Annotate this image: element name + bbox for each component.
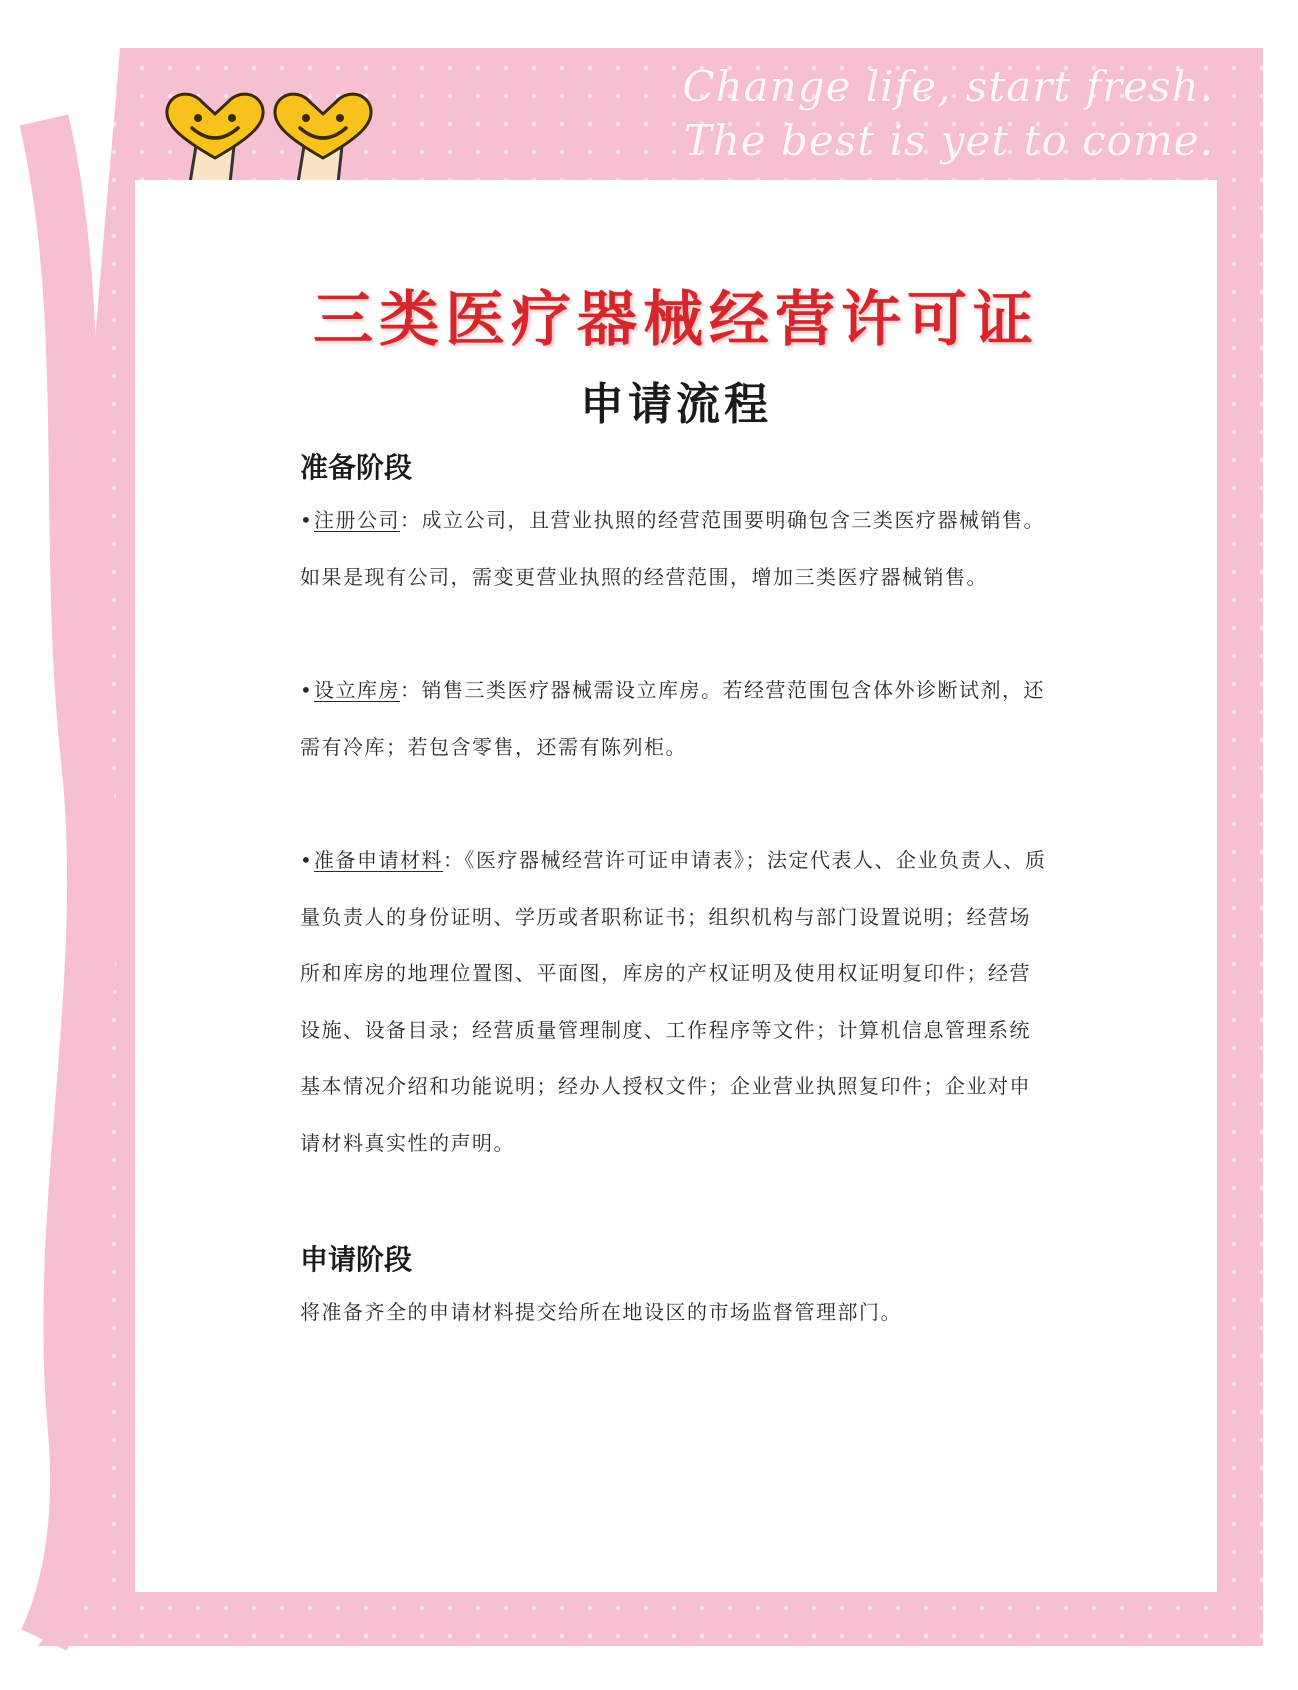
document-title: 三类医疗器械经营许可证 (313, 285, 1039, 355)
item-keyword: 准备申请材料 (314, 848, 443, 872)
list-item (300, 832, 1052, 1171)
section-text: 将准备齐全的申请材料提交给所在地设区的市场监督管理部门。 (300, 1300, 902, 1324)
bullet-icon: • (300, 508, 314, 532)
item-text: ：成立公司，且营业执照的经营范围要明确包含三类医疗器械销售。如果是现有公司，需变更营业执照的经营范围，增加三类医疗器械销售。 (300, 508, 1045, 589)
bullet-icon: • (300, 848, 314, 872)
item-keyword: 注册公司 (314, 508, 400, 532)
item-text: ：销售三类医疗器械需设立库房。若经营范围包含体外诊断试剂，还需有冷库；若包含零售，还需有陈列柜。 (300, 678, 1045, 759)
bullet-icon: • (300, 678, 314, 702)
section-heading-preparation: 准备阶段 (300, 451, 413, 484)
section-heading-application: 申请阶段 (300, 1243, 413, 1276)
smiley-heart-thumb-icon (268, 88, 378, 183)
item-text: ：《医疗器械经营许可证申请表》；法定代表人、企业负责人、质量负责人的身份证明、学历或者职称证书；组织机构与部门设置说明；经营场所和库房的地理位置图、平面图，库房的产权证明及使用权证明复印件；经营设施、设备目录；经营质量管理制度、工作程序等文件；计算机信息管理系统基本情况介绍和功能说明；经办人授权文件；企业营业执照复印件；企业对申请材料真实性的声明。 (300, 848, 1047, 1155)
document-subtitle: 申请流程 (580, 379, 772, 430)
smiley-heart-thumb-icon (160, 88, 270, 183)
list-item (300, 662, 1052, 775)
slogan-line-2: The best is yet to come. (683, 116, 1214, 165)
slogan-line-1: Change life, start fresh. (682, 62, 1214, 111)
list-item (300, 492, 1052, 605)
item-keyword: 设立库房 (314, 678, 400, 702)
